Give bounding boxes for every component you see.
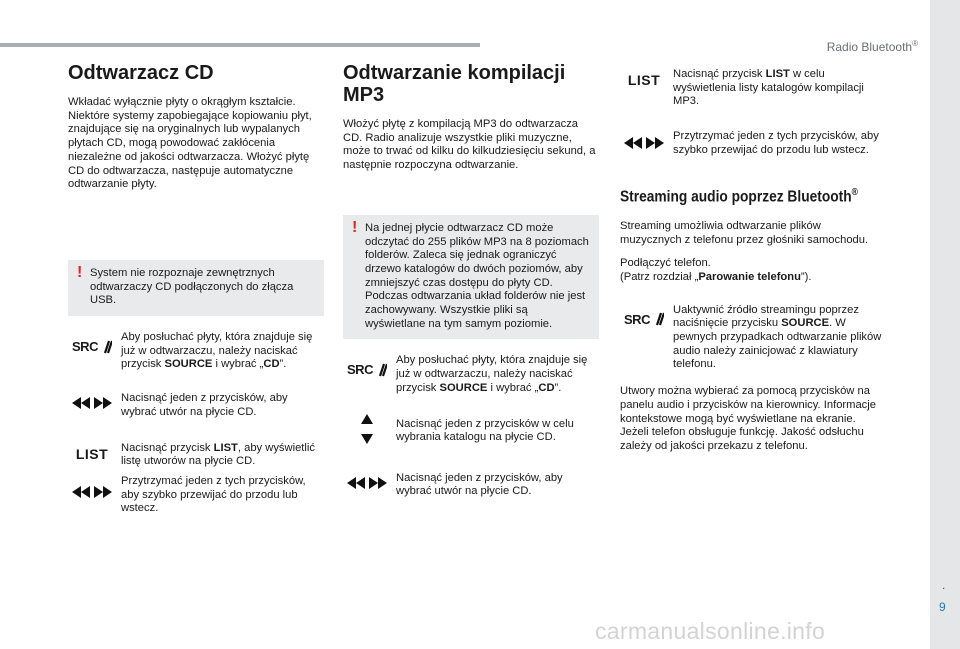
step-list-folders: LIST Nacisnąć przycisk LIST w celu wyświetlenia listy katalogów kompilacji MP3.	[620, 68, 882, 109]
note-usb: ! System nie rozpoznaje zewnętrznych odtwarzaczy CD podłączonych do złącza USB.	[68, 260, 324, 316]
note-mp3-folders: ! Na jednej płycie odtwarzacz CD może odczytać do 255 plików MP3 na 8 poziomach folderów. Zaleca się jednak ograniczyć drzewo katalogów do dwóch poziomów, aby zmniejszyć czas dostępu do płyty CD. Podczas odtwarzania układ folderów nie jest zachowywany. Wszystkie pliki są wyświetlane na tym samym poziomie.	[343, 215, 599, 340]
watermark: carmanualsonline.info	[595, 618, 826, 644]
step-select-track: Nacisnąć jeden z przycisków, aby wybrać utwór na płycie CD.	[343, 472, 599, 499]
cd-intro: Wkładać wyłącznie płyty o okrągłym kształcie. Niektóre systemy zapobiegające kopiowaniu płyt, znajdujące się na oryginalnych lub wypalanych płytach CD, mogą powodować zakłócenia niezależne od jakości odtwarzacza. Włożyć płytę CD do odtwarzacza, następuje automatyczne odtwarzanie płyty.	[68, 96, 312, 191]
column-cd-player	[68, 62, 324, 516]
prev-next-icon	[68, 394, 116, 412]
prev-next-icon	[620, 134, 668, 152]
step-source-cd: SRC Aby posłuchać płyty, która znajduje się już w odtwarzaczu, należy naciskać przycisk SOURCE i wybrać „CD”.	[68, 331, 324, 372]
warning-icon: !	[77, 263, 83, 281]
page-number: 9	[939, 600, 946, 614]
column-mp3	[343, 62, 599, 499]
step-select-track: Nacisnąć jeden z przycisków, aby wybrać utwór na płycie CD.	[68, 392, 324, 419]
list-button-icon: LIST	[627, 72, 661, 88]
list-button-icon: LIST	[75, 445, 109, 462]
side-strip	[930, 0, 960, 649]
src-button-icon: SRC	[68, 339, 116, 354]
heading-bluetooth-streaming: Streaming audio poprzez Bluetooth®	[620, 186, 858, 205]
heading-cd-player: Odtwarzacz CD	[68, 62, 214, 84]
step-fast-seek: Przytrzymać jeden z tych przycisków, aby szybko przewijać do przodu lub wstecz.	[68, 475, 324, 516]
top-rule	[0, 43, 480, 47]
step-source-cd: SRC Aby posłuchać płyty, która znajduje się już w odtwarzaczu, należy naciskać przycisk SOURCE i wybrać „CD”.	[343, 354, 599, 395]
up-down-icon	[343, 414, 391, 444]
heading-mp3: Odtwarzanie kompilacji MP3	[343, 62, 566, 106]
step-source-streaming: SRC Uaktywnić źródło streamingu poprzez naciśnięcie przycisku SOURCE. W pewnych przypadkach odtwarzanie plików audio należy zainicjować z klawiatury telefonu.	[620, 304, 882, 373]
step-list-tracks: LIST Nacisnąć przycisk LIST, aby wyświetlić listę utworów na płycie CD.	[68, 442, 324, 469]
streaming-outro: Utwory można wybierać za pomocą przycisków na panelu audio i przycisków na kierownicy. Informacje kontekstowe mogą być wyświetlane na ekranie. Jeżeli telefon obsługuje funkcję. Jakość odsłuchu zależy od jakości przekazu z telefonu.	[620, 385, 876, 452]
step-select-folder: Nacisnąć jeden z przycisków w celu wybrania katalogu na płycie CD.	[343, 418, 599, 456]
connect-phone: Podłączyć telefon. (Patrz rozdział „Parowanie telefonu”).	[620, 257, 812, 283]
mp3-intro: Włożyć płytę z kompilacją MP3 do odtwarzacza CD. Radio analizuje wszystkie pliki muzyczne, może to trwać od kilku do kilkudziesięciu sekund, a następnie rozpoczyna odtwarzanie.	[343, 118, 596, 172]
prev-next-icon	[343, 474, 391, 492]
src-button-icon: SRC	[620, 312, 668, 327]
warning-icon: !	[352, 218, 358, 236]
section-header: Radio Bluetooth®	[826, 39, 918, 54]
streaming-intro: Streaming umożliwia odtwarzanie plików muzycznych z telefonu przez głośniki samochodu.	[620, 219, 869, 246]
prev-next-icon	[68, 483, 116, 501]
src-button-icon: SRC	[343, 362, 391, 377]
step-fast-seek: Przytrzymać jeden z tych przycisków, aby szybko przewijać do przodu lub wstecz.	[620, 130, 882, 157]
column-streaming	[620, 68, 882, 454]
page-dot: .	[942, 578, 946, 592]
